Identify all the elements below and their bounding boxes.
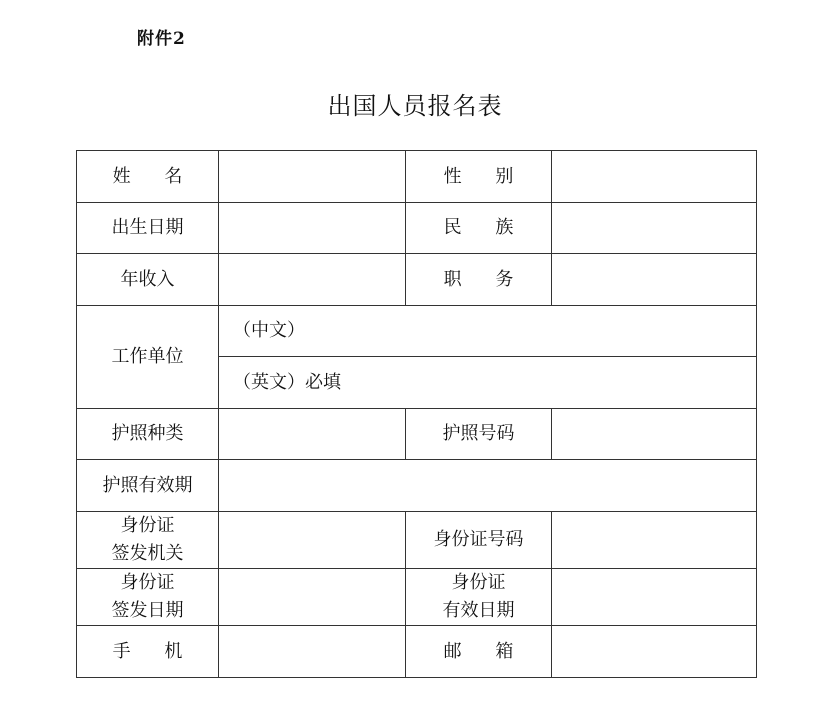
id-issue-date-label-line2: 签发日期 — [111, 600, 184, 621]
name-label: 姓 名 — [77, 151, 219, 203]
ethnicity-field[interactable] — [552, 203, 757, 254]
form-row-name — [77, 151, 757, 203]
form-title: 出国人员报名表 — [327, 92, 503, 120]
id-validity-label-line1: 身份证 — [451, 572, 506, 593]
registration-form-table — [76, 150, 757, 678]
annual-income-label: 年收入 — [77, 254, 219, 306]
passport-number-field[interactable] — [552, 409, 757, 460]
name-field[interactable] — [219, 151, 406, 203]
id-number-field[interactable] — [552, 512, 757, 569]
form-row-passport — [77, 409, 757, 460]
birth-date-field[interactable] — [219, 203, 406, 254]
id-validity-field[interactable] — [552, 569, 757, 626]
annual-income-field[interactable] — [219, 254, 406, 306]
id-issuer-label — [77, 512, 219, 569]
email-field[interactable] — [552, 626, 757, 678]
email-label: 邮 箱 — [406, 626, 552, 678]
gender-label: 性 别 — [406, 151, 552, 203]
id-issue-date-field[interactable] — [219, 569, 406, 626]
passport-validity-label: 护照有效期 — [77, 460, 219, 512]
work-unit-label: 工作单位 — [77, 306, 219, 409]
form-row-contact — [77, 626, 757, 678]
id-issuer-label-line1: 身份证 — [120, 515, 175, 536]
passport-type-field[interactable] — [219, 409, 406, 460]
id-issuer-label-line2: 签发机关 — [111, 543, 184, 564]
id-issuer-field[interactable] — [219, 512, 406, 569]
work-unit-cn-field[interactable]: （中文） — [219, 306, 757, 357]
attachment-label: 附件2 — [137, 29, 186, 49]
form-row-work-unit-cn — [77, 306, 757, 357]
form-row-passport-validity — [77, 460, 757, 512]
work-unit-en-field[interactable]: （英文）必填 — [219, 357, 757, 409]
mobile-label: 手 机 — [77, 626, 219, 678]
form-row-income — [77, 254, 757, 306]
id-validity-label — [406, 569, 552, 626]
ethnicity-label: 民 族 — [406, 203, 552, 254]
id-validity-label-line2: 有效日期 — [442, 600, 515, 621]
id-issue-date-label-line1: 身份证 — [120, 572, 175, 593]
mobile-field[interactable] — [219, 626, 406, 678]
birth-date-label: 出生日期 — [77, 203, 219, 254]
passport-validity-field[interactable] — [219, 460, 757, 512]
gender-field[interactable] — [552, 151, 757, 203]
position-field[interactable] — [552, 254, 757, 306]
passport-number-label: 护照号码 — [406, 409, 552, 460]
form-row-birth — [77, 203, 757, 254]
id-issue-date-label — [77, 569, 219, 626]
form-row-id-dates — [77, 569, 757, 626]
id-number-label: 身份证号码 — [406, 512, 552, 569]
passport-type-label: 护照种类 — [77, 409, 219, 460]
form-row-id-issuer — [77, 512, 757, 569]
position-label: 职 务 — [406, 254, 552, 306]
